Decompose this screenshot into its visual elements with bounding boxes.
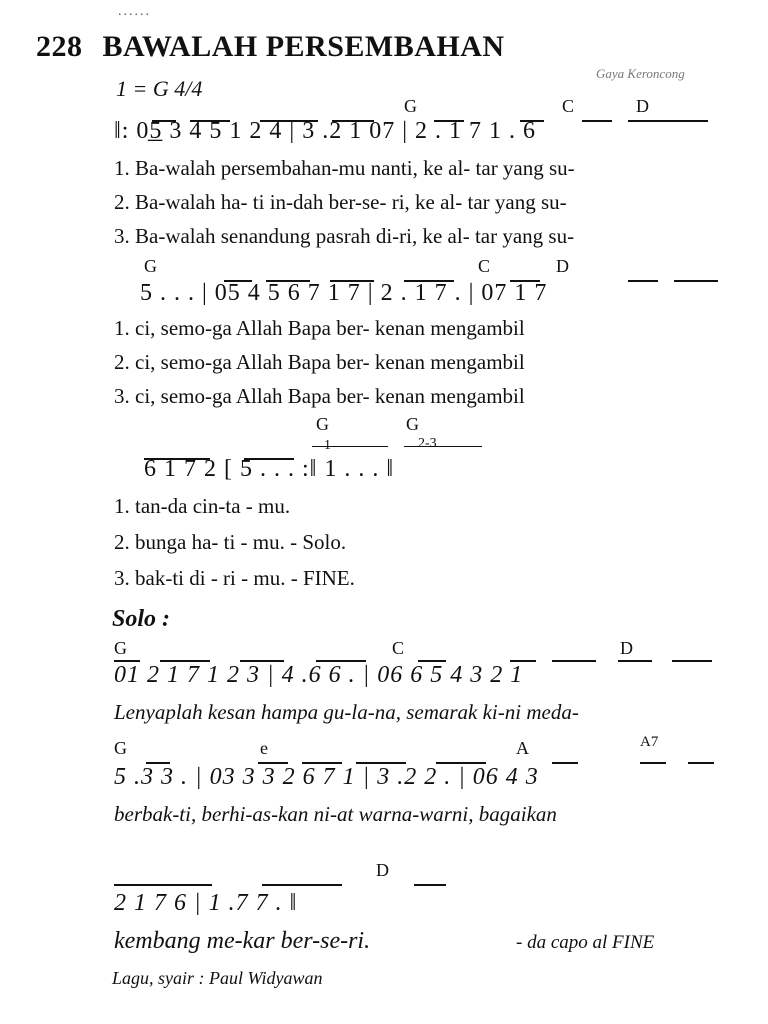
lyric-verse-1: 1. Ba-walah persembahan-mu nanti, ke al- tar yang su- [114, 156, 575, 180]
chord: G [406, 414, 419, 434]
da-capo-instruction: - da capo al FINE [516, 932, 655, 953]
style-note: Gaya Keroncong [596, 66, 685, 81]
lyric-verse-3: 3. bak-ti di - ri - mu. - FINE. [114, 566, 355, 590]
lyric-verse-2: 2. bunga ha- ti - mu. - Solo. [114, 530, 347, 554]
beam [414, 884, 446, 886]
beam [618, 660, 652, 662]
beam [628, 120, 708, 122]
beam [688, 762, 714, 764]
chord: G [316, 414, 329, 434]
song-title-row [36, 30, 505, 64]
credit-line: Lagu, syair : Paul Widyawan [112, 968, 323, 988]
notation-line: ‖: 0͟5 3 4 5 1 2 4 | 3 .2 1 07 | 2 . 1 7 1 . 6 [114, 118, 537, 144]
lyric-verse-3: 3. ci, semo-ga Allah Bapa ber- kenan mengambil [114, 384, 525, 408]
volta-2-3-bracket [404, 446, 482, 447]
beam [672, 660, 712, 662]
chord: G [114, 638, 127, 658]
lyric-verse-2: 2. ci, semo-ga Allah Bapa ber- kenan mengambil [114, 350, 525, 374]
volta-2-3-label: 2-3 [418, 436, 437, 451]
top-dots: ...... [118, 4, 151, 19]
solo-lyric-2: berbak-ti, berhi-as-kan ni-at warna-warni, bagaikan [114, 802, 557, 826]
key-time-signature: 1 = G 4/4 [116, 76, 203, 101]
chord: e [260, 738, 268, 758]
chord: G [404, 96, 417, 116]
chord: D [556, 256, 569, 276]
chord: D [636, 96, 649, 116]
chord: D [376, 860, 389, 880]
beam [674, 280, 718, 282]
chord: C [562, 96, 575, 116]
solo-lyric-3: kembang me-kar ber-se-ri. [114, 928, 371, 954]
lyric-verse-2: 2. Ba-walah ha- ti in-dah ber-se- ri, ke al- tar yang su- [114, 190, 567, 214]
song-number: 228 [36, 30, 83, 63]
beam [582, 120, 612, 122]
beam [552, 762, 578, 764]
beam [552, 660, 596, 662]
volta-1-bracket [312, 446, 388, 447]
beam [114, 884, 212, 886]
chord: D [620, 638, 633, 658]
chord: G [114, 738, 127, 758]
lyric-verse-1: 1. ci, semo-ga Allah Bapa ber- kenan mengambil [114, 316, 525, 340]
notation-line: 5 .3 3 . | 03 3 3 2 6 7 1 | 3 .2 2 . | 06 4 3 [114, 764, 539, 790]
solo-lyric-1: Lenyaplah kesan hampa gu-la-na, semarak ki-ni meda- [114, 700, 579, 724]
beam [628, 280, 658, 282]
beam [640, 762, 666, 764]
chord: A7 [640, 734, 659, 750]
volta-1-label: 1 [324, 438, 331, 453]
solo-label: Solo : [112, 606, 171, 632]
notation-line: 5 . . . | 05 4 5 6 7 1 7 | 2 . 1 7 . | 07 1 7 [140, 280, 548, 306]
notation-line: 6 1 7 2 [ 5 . . . :‖ 1 . . . ‖ [144, 456, 395, 482]
lyric-verse-1: 1. tan-da cin-ta - mu. [114, 494, 291, 518]
lyric-verse-3: 3. Ba-walah senandung pasrah di-ri, ke al- tar yang su- [114, 224, 575, 248]
song-title: BAWALAH PERSEMBAHAN [102, 30, 505, 63]
beam [262, 884, 342, 886]
chord: A [516, 738, 529, 758]
chord: G [144, 256, 157, 276]
notation-line: 2 1 7 6 | 1 .7 7 . ‖ [114, 890, 298, 916]
notation-line: 01 2 1 7 1 2 3 | 4 .6 6 . | 06 6 5 4 3 2 1 [114, 662, 524, 688]
chord: C [392, 638, 405, 658]
chord: C [478, 256, 491, 276]
